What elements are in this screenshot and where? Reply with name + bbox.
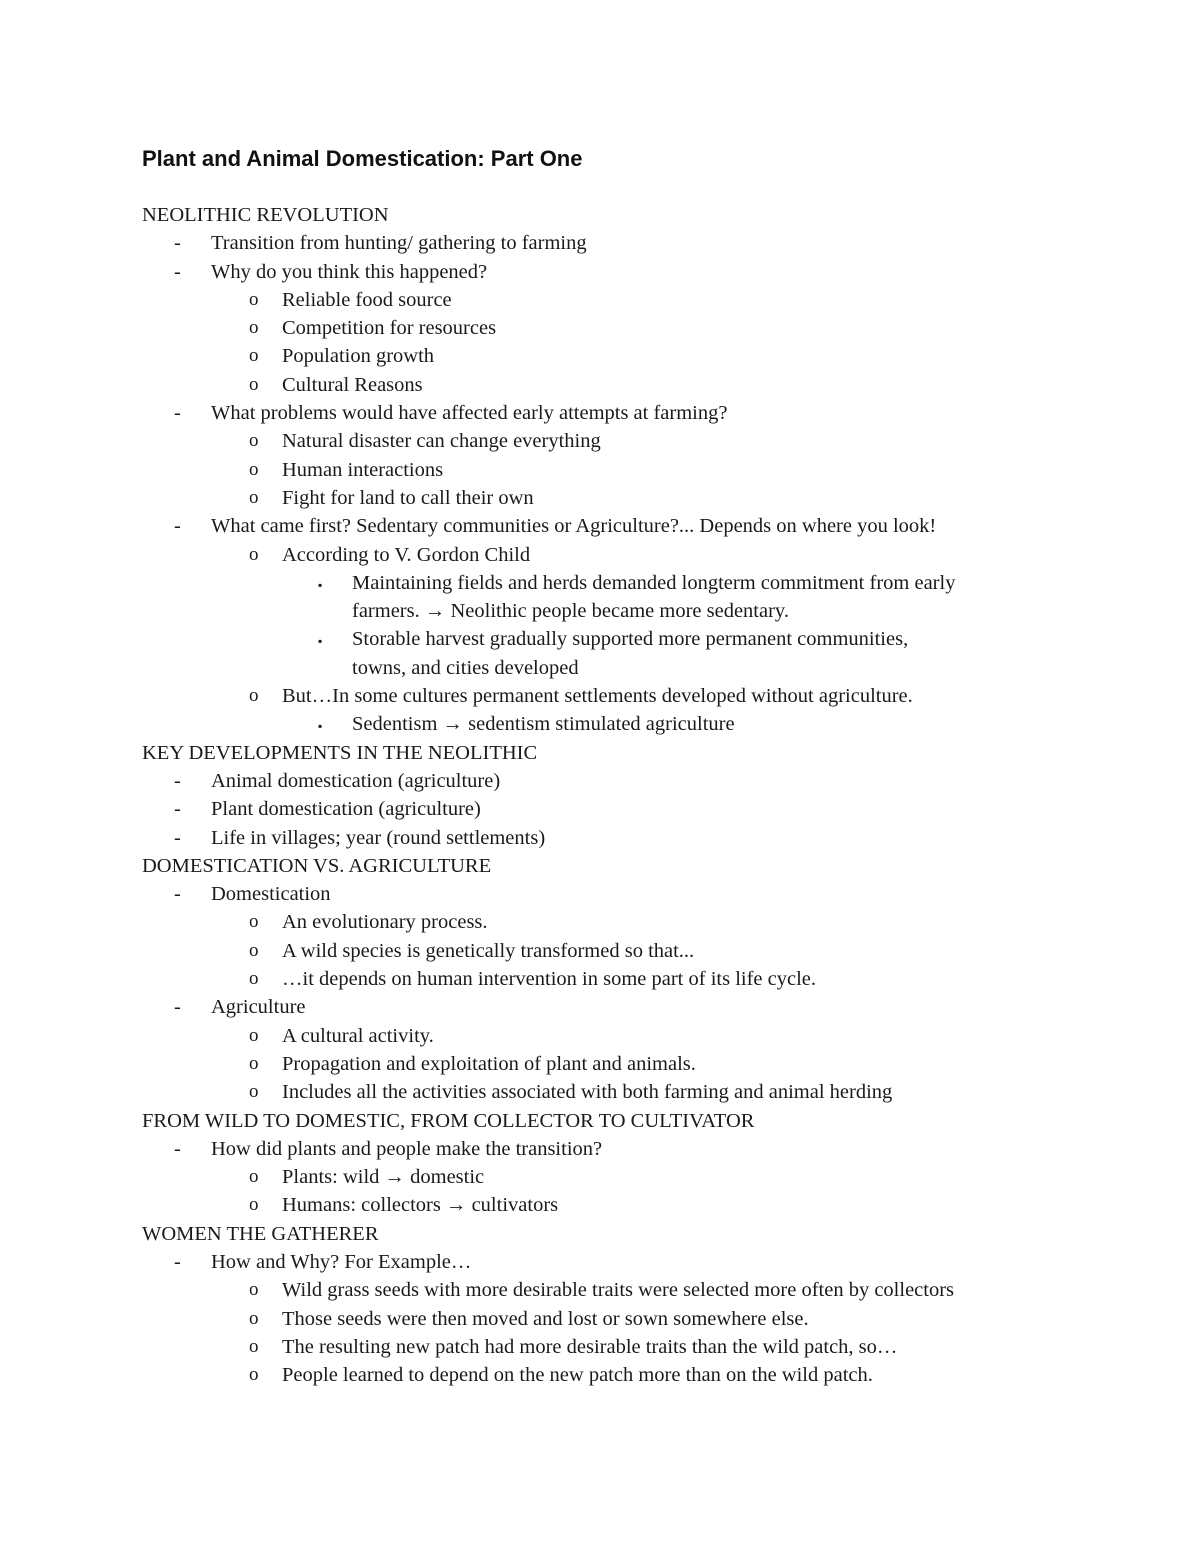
- sub-bullet-item: [0, 937, 1200, 965]
- item-text: Those seeds were then moved and lost or sown somewhere else.: [282, 1307, 809, 1330]
- sub-bullet-item: [0, 682, 1200, 710]
- circle-bullet-marker: o: [249, 911, 259, 933]
- sub-bullet-item: [0, 1333, 1200, 1361]
- sub-bullet-item: [0, 371, 1200, 399]
- item-text: Storable harvest gradually supported more permanent communities,: [352, 628, 909, 651]
- item-text: Human interactions: [282, 458, 444, 481]
- circle-bullet-marker: o: [249, 1307, 259, 1329]
- item-text: Transition from hunting/ gathering to farming: [211, 232, 587, 255]
- circle-bullet-marker: o: [249, 1335, 259, 1357]
- item-text: What came first? Sedentary communities or Agriculture?... Depends on where you look!: [211, 515, 937, 538]
- item-text: FROM WILD TO DOMESTIC, FROM COLLECTOR TO CULTIVATOR: [142, 1109, 755, 1132]
- sub-bullet-item: [0, 1305, 1200, 1333]
- item-text: Humans: collectors → cultivators: [282, 1194, 559, 1217]
- item-text: Cultural Reasons: [282, 373, 423, 396]
- bullet-item: [0, 795, 1200, 823]
- sub-bullet-item: [0, 427, 1200, 455]
- sub-bullet-item: [0, 908, 1200, 936]
- item-text: Includes all the activities associated with both farming and animal herding: [282, 1081, 893, 1104]
- bullet-continuation: [0, 597, 1200, 625]
- item-text: How did plants and people make the transition?: [211, 1137, 603, 1160]
- bullet-item: [0, 258, 1200, 286]
- item-text: Reliable food source: [282, 288, 452, 311]
- item-text: People learned to depend on the new patch more than on the wild patch.: [282, 1364, 873, 1387]
- section-heading: [0, 1220, 1200, 1248]
- circle-bullet-marker: o: [249, 373, 259, 395]
- item-text: What problems would have affected early attempts at farming?: [211, 402, 728, 425]
- item-text: Plant domestication (agriculture): [211, 798, 481, 821]
- bullet-item: [0, 767, 1200, 795]
- item-text: How and Why? For Example…: [211, 1250, 472, 1273]
- dash-bullet-marker: -: [174, 515, 181, 538]
- item-text: But…In some cultures permanent settlements developed without agriculture.: [282, 685, 913, 708]
- sub-bullet-item: [0, 484, 1200, 512]
- item-text: Wild grass seeds with more desirable traits were selected more often by collectors: [282, 1279, 955, 1302]
- bullet-item: [0, 229, 1200, 257]
- dash-bullet-marker: -: [174, 826, 181, 849]
- square-bullet-marker: ▪: [318, 634, 323, 649]
- item-text: DOMESTICATION VS. AGRICULTURE: [142, 854, 492, 877]
- sub-bullet-item: [0, 342, 1200, 370]
- item-text: The resulting new patch had more desirable traits than the wild patch, so…: [282, 1335, 898, 1358]
- circle-bullet-marker: o: [249, 1166, 259, 1188]
- item-text: Maintaining fields and herds demanded longterm commitment from early: [352, 571, 956, 594]
- circle-bullet-marker: o: [249, 543, 259, 565]
- sub-sub-bullet-item: [0, 625, 1200, 653]
- dash-bullet-marker: -: [174, 883, 181, 906]
- circle-bullet-marker: o: [249, 1081, 259, 1103]
- bullet-item: [0, 1135, 1200, 1163]
- bullet-continuation: [0, 654, 1200, 682]
- item-text: towns, and cities developed: [352, 656, 579, 679]
- item-text: Population growth: [282, 345, 435, 368]
- bullet-item: [0, 824, 1200, 852]
- circle-bullet-marker: o: [249, 317, 259, 339]
- item-text: Fight for land to call their own: [282, 486, 534, 509]
- section-heading: [0, 1107, 1200, 1135]
- sub-bullet-item: [0, 965, 1200, 993]
- bullet-item: [0, 399, 1200, 427]
- item-text: …it depends on human intervention in some part of its life cycle.: [282, 968, 817, 991]
- item-text: Propagation and exploitation of plant and animals.: [282, 1052, 696, 1075]
- item-text: Sedentism → sedentism stimulated agriculture: [352, 713, 735, 736]
- circle-bullet-marker: o: [249, 1279, 259, 1301]
- dash-bullet-marker: -: [174, 1137, 181, 1160]
- item-text: A wild species is genetically transformed so that...: [282, 939, 695, 962]
- item-text: Natural disaster can change everything: [282, 430, 601, 453]
- square-bullet-marker: ▪: [318, 719, 323, 734]
- document-title: Plant and Animal Domestication: Part One: [142, 146, 583, 171]
- circle-bullet-marker: o: [249, 685, 259, 707]
- item-text: According to V. Gordon Child: [282, 543, 531, 566]
- circle-bullet-marker: o: [249, 1024, 259, 1046]
- dash-bullet-marker: -: [174, 232, 181, 255]
- sub-bullet-item: [0, 1163, 1200, 1191]
- section-heading: [0, 201, 1200, 229]
- notes-outline: [0, 201, 1200, 1389]
- bullet-item: [0, 880, 1200, 908]
- item-text: NEOLITHIC REVOLUTION: [142, 204, 389, 226]
- item-text: Agriculture: [211, 996, 306, 1019]
- item-text: farmers. → Neolithic people became more sedentary.: [352, 600, 789, 623]
- dash-bullet-marker: -: [174, 260, 181, 283]
- sub-sub-bullet-item: [0, 710, 1200, 738]
- item-text: Domestication: [211, 883, 331, 906]
- circle-bullet-marker: o: [249, 1052, 259, 1074]
- dash-bullet-marker: -: [174, 798, 181, 821]
- bullet-item: [0, 993, 1200, 1021]
- circle-bullet-marker: o: [249, 939, 259, 961]
- item-text: An evolutionary process.: [282, 911, 488, 934]
- circle-bullet-marker: o: [249, 345, 259, 367]
- sub-bullet-item: [0, 1361, 1200, 1389]
- item-text: Why do you think this happened?: [211, 260, 488, 283]
- section-heading: [0, 852, 1200, 880]
- item-text: WOMEN THE GATHERER: [142, 1222, 379, 1245]
- dash-bullet-marker: -: [174, 402, 181, 425]
- section-heading: [0, 739, 1200, 767]
- dash-bullet-marker: -: [174, 769, 181, 792]
- sub-sub-bullet-item: [0, 569, 1200, 597]
- sub-bullet-item: [0, 1050, 1200, 1078]
- dash-bullet-marker: -: [174, 1250, 181, 1273]
- circle-bullet-marker: o: [249, 430, 259, 452]
- sub-bullet-item: [0, 456, 1200, 484]
- square-bullet-marker: ▪: [318, 577, 323, 592]
- bullet-item: [0, 1248, 1200, 1276]
- sub-bullet-item: [0, 286, 1200, 314]
- sub-bullet-item: [0, 1022, 1200, 1050]
- circle-bullet-marker: o: [249, 288, 259, 310]
- item-text: Plants: wild → domestic: [282, 1166, 485, 1189]
- item-text: A cultural activity.: [282, 1024, 434, 1047]
- sub-bullet-item: [0, 541, 1200, 569]
- sub-bullet-item: [0, 314, 1200, 342]
- circle-bullet-marker: o: [249, 458, 259, 480]
- item-text: KEY DEVELOPMENTS IN THE NEOLITHIC: [142, 741, 538, 764]
- circle-bullet-marker: o: [249, 1364, 259, 1386]
- sub-bullet-item: [0, 1078, 1200, 1106]
- sub-bullet-item: [0, 1191, 1200, 1219]
- bullet-item: [0, 512, 1200, 540]
- item-text: Competition for resources: [282, 317, 497, 340]
- circle-bullet-marker: o: [249, 968, 259, 990]
- circle-bullet-marker: o: [249, 1194, 259, 1216]
- circle-bullet-marker: o: [249, 486, 259, 508]
- item-text: Life in villages; year (round settlements): [211, 826, 546, 849]
- item-text: Animal domestication (agriculture): [211, 769, 501, 792]
- dash-bullet-marker: -: [174, 996, 181, 1019]
- sub-bullet-item: [0, 1276, 1200, 1304]
